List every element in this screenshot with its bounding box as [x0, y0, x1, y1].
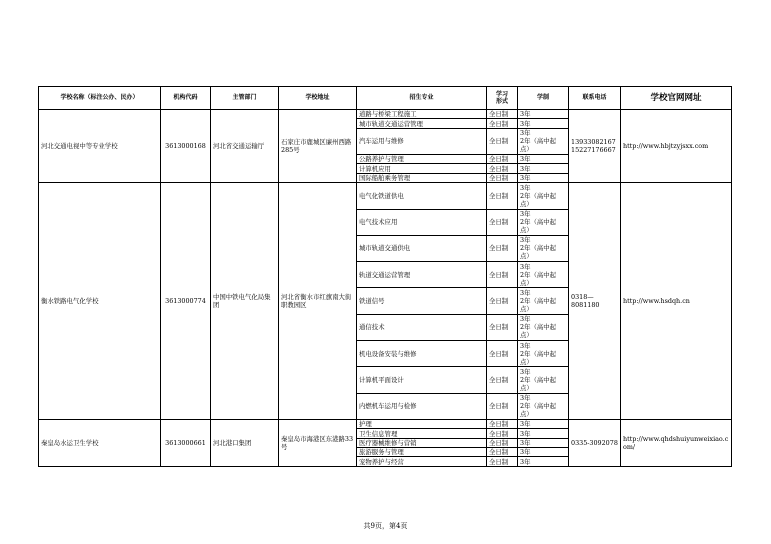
contact-phone — [569, 183, 621, 420]
major-name: 公路养护与管理 — [357, 155, 487, 164]
study-form: 全日制 — [487, 438, 518, 447]
major-name: 电气化铁道供电 — [357, 183, 487, 209]
study-form: 全日制 — [487, 288, 518, 314]
governing-department: 河北省交通运输厅 — [211, 110, 279, 183]
major-name: 铁道信号 — [357, 288, 487, 314]
duration-line: 3年 — [520, 429, 531, 438]
header-address: 学校地址 — [279, 87, 357, 110]
study-duration — [518, 119, 569, 128]
duration-line: 3年 — [520, 236, 531, 245]
header-form-line2: 形式 — [495, 98, 508, 105]
duration-line: 3年 — [520, 183, 531, 192]
major-name: 宠物养护与经营 — [357, 457, 487, 466]
duration-line: 2年（高中起 — [520, 244, 557, 253]
study-duration — [518, 128, 569, 154]
table-row — [39, 183, 732, 209]
page-footer: 共9页，第4页 — [363, 522, 408, 530]
duration-line: 3年 — [520, 119, 531, 128]
duration-line: 3年 — [520, 315, 531, 324]
study-duration — [518, 438, 569, 447]
school-website: http://www.hbjtzyjsxx.com — [621, 110, 732, 183]
study-duration — [518, 341, 569, 367]
study-duration — [518, 393, 569, 419]
study-form: 全日制 — [487, 183, 518, 209]
duration-line: 点） — [520, 278, 533, 287]
header-row — [39, 87, 732, 110]
duration-line: 2年（高中起 — [520, 137, 557, 146]
duration-line: 3年 — [520, 367, 531, 376]
study-form: 全日制 — [487, 429, 518, 438]
duration-line: 3年 — [520, 210, 531, 219]
major-name: 国际船舶乘务管理 — [357, 173, 487, 182]
major-name: 机电设备安装与维修 — [357, 341, 487, 367]
contact-phone — [569, 110, 621, 183]
duration-line: 2年（高中起 — [520, 191, 557, 200]
duration-line: 点） — [520, 383, 533, 392]
duration-line: 点） — [520, 410, 533, 419]
study-form: 全日制 — [487, 173, 518, 182]
header-form — [487, 87, 518, 110]
study-form: 全日制 — [487, 155, 518, 164]
institution-code: 3613000774 — [161, 183, 211, 420]
institution-code: 3613000661 — [161, 419, 211, 466]
governing-department: 中国中铁电气化局集团 — [211, 183, 279, 420]
study-form: 全日制 — [487, 119, 518, 128]
duration-line: 3年 — [520, 164, 531, 173]
major-name: 医疗器械维修与营销 — [357, 438, 487, 447]
study-form: 全日制 — [487, 367, 518, 393]
duration-line: 3年 — [520, 438, 531, 447]
duration-line: 2年（高中起 — [520, 270, 557, 279]
phone-number: 0335-3092078 — [571, 438, 618, 447]
duration-line: 3年 — [520, 420, 531, 429]
school-table — [38, 86, 732, 467]
study-duration — [518, 235, 569, 261]
major-name: 城市轨道交通供电 — [357, 235, 487, 261]
study-form: 全日制 — [487, 164, 518, 173]
school-address: 河北省衡水市红旗南大街职教园区 — [279, 183, 357, 420]
major-name: 护理 — [357, 419, 487, 428]
school-address: 秦皇岛市海港区东港路33号 — [279, 419, 357, 466]
phone-number: 13933082167 — [571, 138, 616, 147]
institution-code: 3613000168 — [161, 110, 211, 183]
major-name: 内燃机车运用与检修 — [357, 393, 487, 419]
table-row — [39, 110, 732, 119]
governing-department: 河北港口集团 — [211, 419, 279, 466]
duration-line: 点） — [520, 226, 533, 235]
duration-line: 点） — [520, 252, 533, 261]
duration-line: 3年 — [520, 457, 531, 466]
duration-line: 3年 — [520, 341, 531, 350]
duration-line: 点） — [520, 305, 533, 314]
duration-line: 3年 — [520, 289, 531, 298]
school-website: http://www.hsdqh.cn — [621, 183, 732, 420]
study-form: 全日制 — [487, 393, 518, 419]
study-duration — [518, 173, 569, 182]
school-name: 衡水铁路电气化学校 — [39, 183, 161, 420]
school-name: 秦皇岛水运卫生学校 — [39, 419, 161, 466]
header-phone: 联系电话 — [569, 87, 621, 110]
duration-line: 2年（高中起 — [520, 375, 557, 384]
major-name: 轨道交通运营管理 — [357, 262, 487, 288]
duration-line: 点） — [520, 331, 533, 340]
major-name: 通信技术 — [357, 314, 487, 340]
phone-number: 15227176667 — [571, 146, 616, 155]
duration-line: 3年 — [520, 129, 531, 138]
header-website: 学校官网网址 — [621, 87, 732, 110]
major-name: 卫生信息管理 — [357, 429, 487, 438]
duration-line: 3年 — [520, 394, 531, 403]
header-code: 机构代码 — [161, 87, 211, 110]
duration-line: 点） — [520, 199, 533, 208]
study-duration — [518, 288, 569, 314]
major-name: 旅游服务与管理 — [357, 448, 487, 457]
major-name: 电气技术应用 — [357, 209, 487, 235]
study-duration — [518, 419, 569, 428]
study-duration — [518, 429, 569, 438]
duration-line: 3年 — [520, 448, 531, 457]
table-row — [39, 419, 732, 428]
table-body — [39, 110, 732, 467]
study-form: 全日制 — [487, 128, 518, 154]
duration-line: 2年（高中起 — [520, 323, 557, 332]
duration-line: 3年 — [520, 262, 531, 271]
study-duration — [518, 314, 569, 340]
study-form: 全日制 — [487, 341, 518, 367]
major-name: 道路与桥梁工程施工 — [357, 110, 487, 119]
study-duration — [518, 155, 569, 164]
duration-line: 点） — [520, 145, 533, 154]
study-form: 全日制 — [487, 457, 518, 466]
header-major: 招生专业 — [357, 87, 487, 110]
major-name: 计算机应用 — [357, 164, 487, 173]
study-duration — [518, 183, 569, 209]
study-duration — [518, 367, 569, 393]
duration-line: 2年（高中起 — [520, 402, 557, 411]
study-form: 全日制 — [487, 235, 518, 261]
phone-number: 0318—8081180 — [571, 293, 600, 310]
study-duration — [518, 457, 569, 466]
header-name: 学校名称（标注公办、民办） — [39, 87, 161, 110]
duration-line: 2年（高中起 — [520, 349, 557, 358]
study-duration — [518, 448, 569, 457]
school-website: http://www.qhdshuiyunweixiao.com/ — [621, 419, 732, 466]
study-form: 全日制 — [487, 419, 518, 428]
major-name: 计算机平面设计 — [357, 367, 487, 393]
study-duration — [518, 209, 569, 235]
school-address: 石家庄市鹿城区廉州西路285号 — [279, 110, 357, 183]
study-form: 全日制 — [487, 448, 518, 457]
school-name: 河北交通电视中等专业学校 — [39, 110, 161, 183]
header-form-line1: 学习 — [495, 90, 508, 98]
header-duration: 学制 — [518, 87, 569, 110]
major-name: 汽车运用与维修 — [357, 128, 487, 154]
study-form: 全日制 — [487, 262, 518, 288]
study-form: 全日制 — [487, 209, 518, 235]
duration-line: 3年 — [520, 155, 531, 164]
study-duration — [518, 110, 569, 119]
major-name: 城市轨道交通运营管理 — [357, 119, 487, 128]
study-form: 全日制 — [487, 314, 518, 340]
header-dept: 主管部门 — [211, 87, 279, 110]
duration-line: 2年（高中起 — [520, 218, 557, 227]
duration-line: 2年（高中起 — [520, 297, 557, 306]
duration-line: 3年 — [520, 174, 531, 183]
contact-phone — [569, 419, 621, 466]
duration-line: 点） — [520, 357, 533, 366]
study-form: 全日制 — [487, 110, 518, 119]
study-duration — [518, 262, 569, 288]
study-duration — [518, 164, 569, 173]
duration-line: 3年 — [520, 110, 531, 119]
